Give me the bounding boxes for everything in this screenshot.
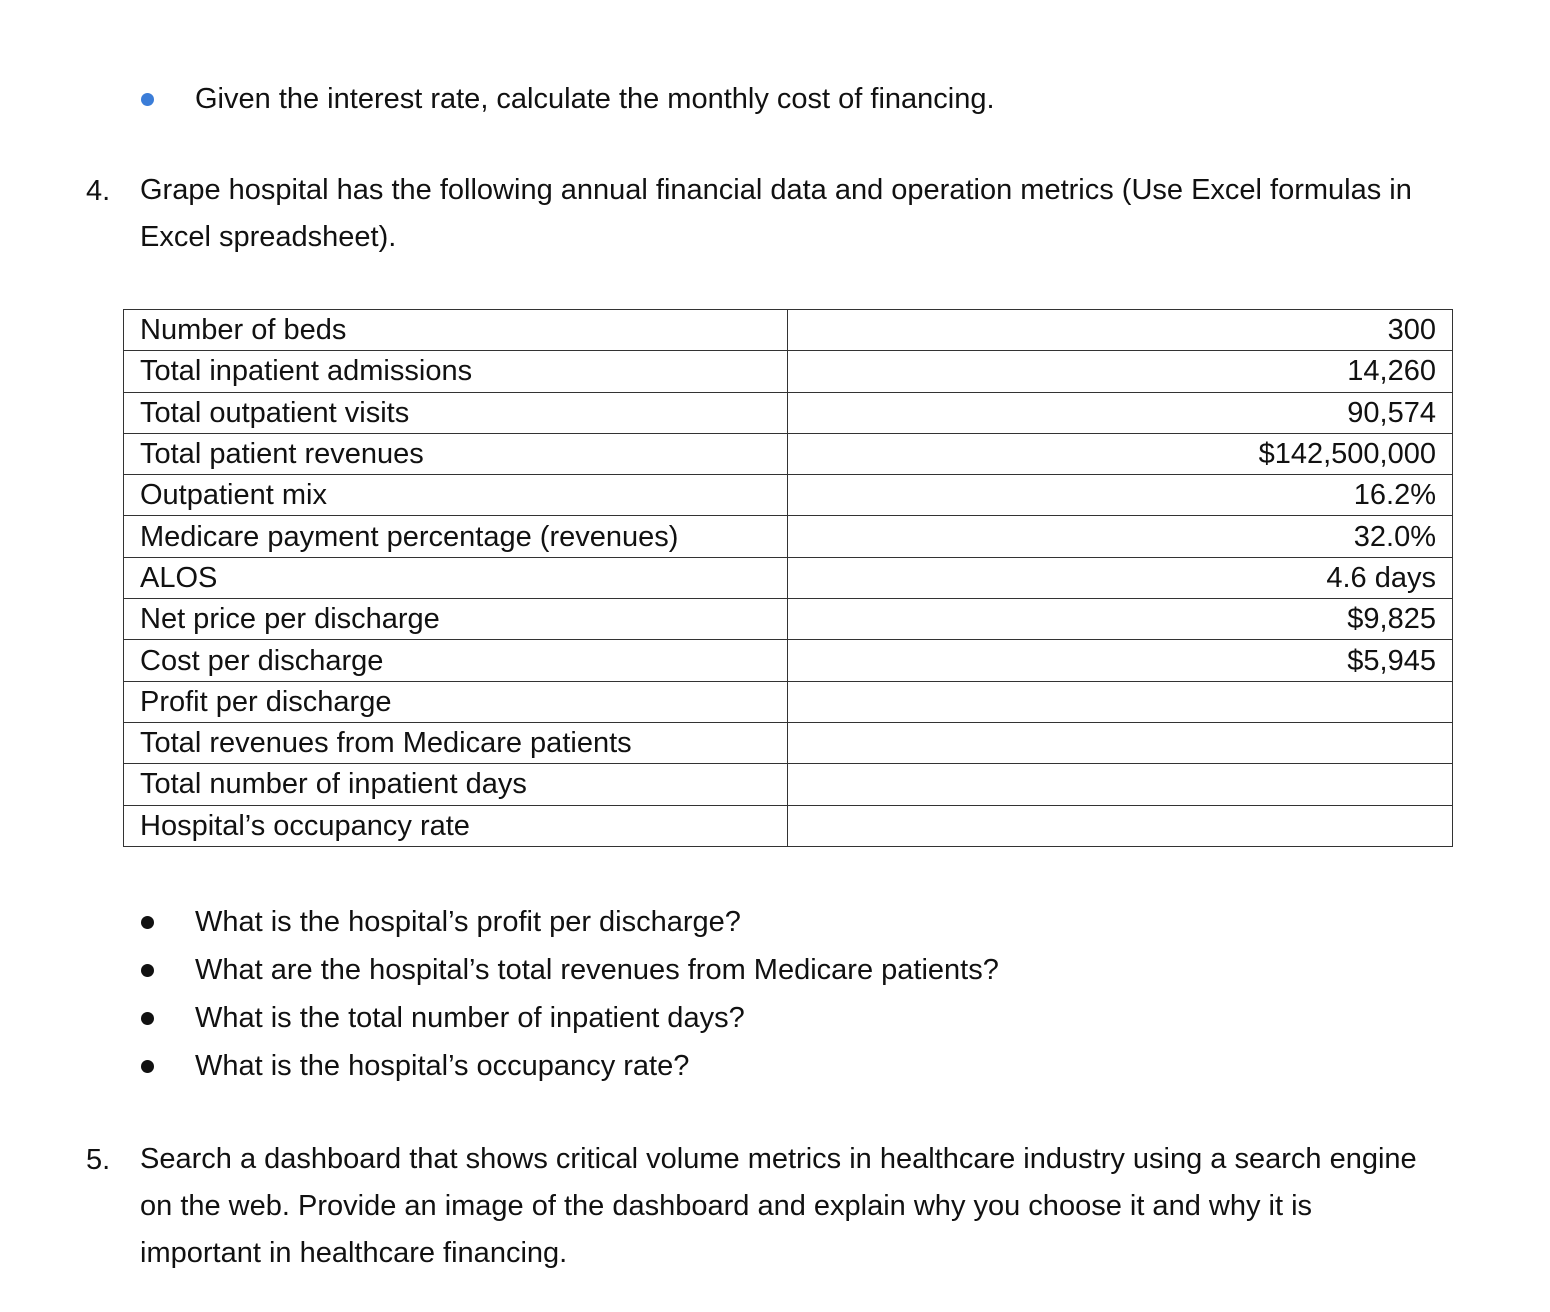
table-row bbox=[124, 681, 1453, 722]
row-label: Outpatient mix bbox=[124, 475, 788, 516]
row-value: $142,500,000 bbox=[788, 433, 1453, 474]
row-value: 90,574 bbox=[788, 392, 1453, 433]
row-label: Medicare payment percentage (revenues) bbox=[124, 516, 788, 557]
row-label: Total inpatient admissions bbox=[124, 351, 788, 392]
table-row bbox=[124, 599, 1453, 640]
row-value: $9,825 bbox=[788, 599, 1453, 640]
intro-bullet-icon bbox=[141, 93, 154, 106]
row-value bbox=[788, 681, 1453, 722]
table-row bbox=[124, 516, 1453, 557]
sub-question-bullet-icon bbox=[141, 1060, 154, 1073]
sub-question-bullet-icon bbox=[141, 916, 154, 929]
row-value bbox=[788, 722, 1453, 763]
sub-question-bullet-icon bbox=[141, 1012, 154, 1025]
sub-question-occupancy-rate: What is the hospital’s occupancy rate? bbox=[195, 1050, 690, 1082]
row-value bbox=[788, 805, 1453, 846]
question-4-text: Grape hospital has the following annual financial data and operation metrics (Use Excel formulas in Excel spreadsheet). bbox=[140, 174, 1412, 253]
table-row bbox=[124, 640, 1453, 681]
sub-question-bullet-icon bbox=[141, 964, 154, 977]
row-value: 16.2% bbox=[788, 475, 1453, 516]
row-value: 14,260 bbox=[788, 351, 1453, 392]
row-label: Total outpatient visits bbox=[124, 392, 788, 433]
question-4-number: 4. bbox=[86, 175, 111, 207]
row-value: 4.6 days bbox=[788, 557, 1453, 598]
row-label: Total number of inpatient days bbox=[124, 764, 788, 805]
row-label: Total revenues from Medicare patients bbox=[124, 722, 788, 763]
table-row bbox=[124, 351, 1453, 392]
row-value: 300 bbox=[788, 310, 1453, 351]
row-label: Profit per discharge bbox=[124, 681, 788, 722]
row-label: Hospital’s occupancy rate bbox=[124, 805, 788, 846]
row-value bbox=[788, 764, 1453, 805]
row-label: Net price per discharge bbox=[124, 599, 788, 640]
table-row bbox=[124, 310, 1453, 351]
table-row bbox=[124, 392, 1453, 433]
table-row bbox=[124, 433, 1453, 474]
row-value: 32.0% bbox=[788, 516, 1453, 557]
intro-bullet-text: Given the interest rate, calculate the monthly cost of financing. bbox=[195, 83, 995, 115]
sub-question-profit: What is the hospital’s profit per discharge? bbox=[195, 906, 741, 938]
row-value: $5,945 bbox=[788, 640, 1453, 681]
table-row bbox=[124, 475, 1453, 516]
sub-question-medicare-revenues: What are the hospital’s total revenues from Medicare patients? bbox=[195, 954, 999, 986]
question-5-text: Search a dashboard that shows critical volume metrics in healthcare industry using a search engine on the web. Provide an image of the dashboard and explain why you choose it and why it is important in healthcare financing. bbox=[140, 1143, 1417, 1269]
table-row bbox=[124, 557, 1453, 598]
row-label: Number of beds bbox=[124, 310, 788, 351]
row-label: ALOS bbox=[124, 557, 788, 598]
question-5-number: 5. bbox=[86, 1144, 111, 1176]
table-row bbox=[124, 722, 1453, 763]
table-row bbox=[124, 764, 1453, 805]
table-row bbox=[124, 805, 1453, 846]
hospital-metrics-table bbox=[123, 309, 1453, 847]
row-label: Total patient revenues bbox=[124, 433, 788, 474]
row-label: Cost per discharge bbox=[124, 640, 788, 681]
sub-question-inpatient-days: What is the total number of inpatient days? bbox=[195, 1002, 745, 1034]
